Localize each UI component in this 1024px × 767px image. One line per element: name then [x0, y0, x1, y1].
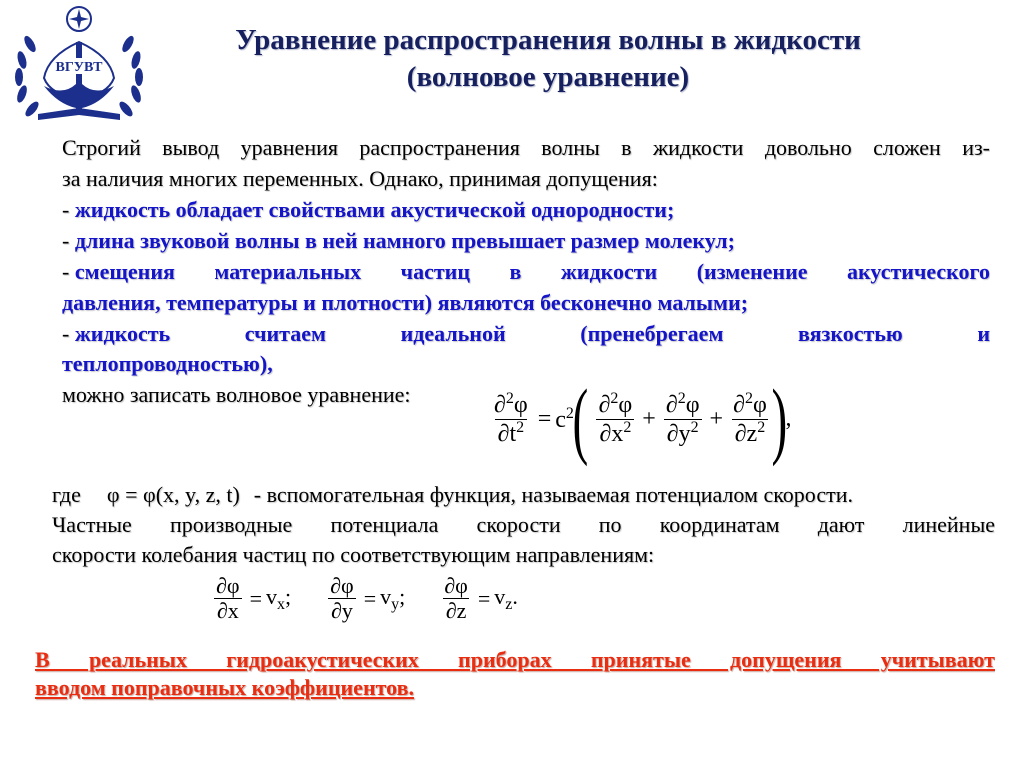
derivatives-line-2: скорости колебания частиц по соответствующим направлениям: [52, 542, 655, 567]
assumption-2 [62, 226, 990, 256]
slide-title-line2: (волновое уравнение) [406, 61, 690, 93]
note-line-1: В реальных гидроакустических приборах принятые допущения учитывают [35, 647, 995, 672]
wave-equation-intro: можно записать волновое уравнение: [62, 382, 411, 407]
wave-equation: $\frac{\partial^2\varphi}{\partial t^2}$ = $c^2$( $\frac{\partial^2\varphi}{\partial x^2}$ + $\frac{\partial^2\varphi}{\partial y^2}$ + $\frac{\partial^2\varphi}{\partial z^2}$ ), [488, 376, 791, 462]
dash: - [62, 197, 75, 222]
note-line-2: вводом поправочных коэффициентов. [35, 675, 414, 700]
assumption-3 [62, 257, 990, 287]
where-line [52, 480, 992, 510]
fraction-d2phi-dx2: $\frac{\partial^2\varphi}{\partial x^2}$ [596, 391, 636, 448]
svg-text:ВГУВТ: ВГУВТ [55, 60, 103, 75]
assumption-text: длина звуковой волны в ней намного превышает размер молекул; [74, 228, 735, 253]
assumption-3-cont: давления, температуры и плотности) являются бесконечно малыми; [62, 290, 749, 315]
university-logo [8, 4, 158, 130]
velocity-formulas: $\frac{\partial\varphi}{\partial x}$ = $v_x$; $\frac{\partial\varphi}{\partial y}$ = $v_y$; $\frac{\partial\varphi}{\partial z}$ = $v_z$. [210, 574, 518, 623]
intro-line-1: Строгий вывод уравнения распространения волны в жидкости довольно сложен из- [62, 135, 990, 160]
intro-line-2: за наличия многих переменных. Однако, принимая допущения: [62, 166, 658, 191]
assumption-4-cont: теплопроводностью), [62, 351, 273, 376]
assumption-text: смещения материальных частиц в жидкости (изменение акустического [74, 259, 990, 284]
assumption-text: жидкость считаем идеальной (пренебрегаем вязкостью и [74, 321, 990, 346]
where-text: - вспомогательная функция, называемая потенциалом скорости. [253, 482, 853, 507]
fraction-d2phi-dz2: $\frac{\partial^2\varphi}{\partial z^2}$ [733, 389, 767, 447]
fraction-d2phi-dy2: $\frac{\partial^2\varphi}{\partial y^2}$ [663, 391, 703, 448]
dash: - [62, 228, 75, 253]
derivatives-line-1: Частные производные потенциала скорости по координатам дают линейные [52, 512, 995, 537]
where-word: где [52, 482, 81, 507]
assumption-text: жидкость обладает свойствами акустической однородности; [74, 197, 675, 222]
assumption-1 [62, 195, 990, 225]
dash: - [62, 321, 75, 346]
potential-formula: φ = φ(x, y, z, t) [106, 482, 240, 507]
fraction-d2phi-dt2: $\frac{\partial^2\varphi}{\partial t^2}$ [494, 389, 528, 447]
slide-title-line1: Уравнение распространения волны в жидкости [235, 24, 861, 56]
assumption-4 [62, 319, 990, 349]
dash: - [62, 259, 75, 284]
